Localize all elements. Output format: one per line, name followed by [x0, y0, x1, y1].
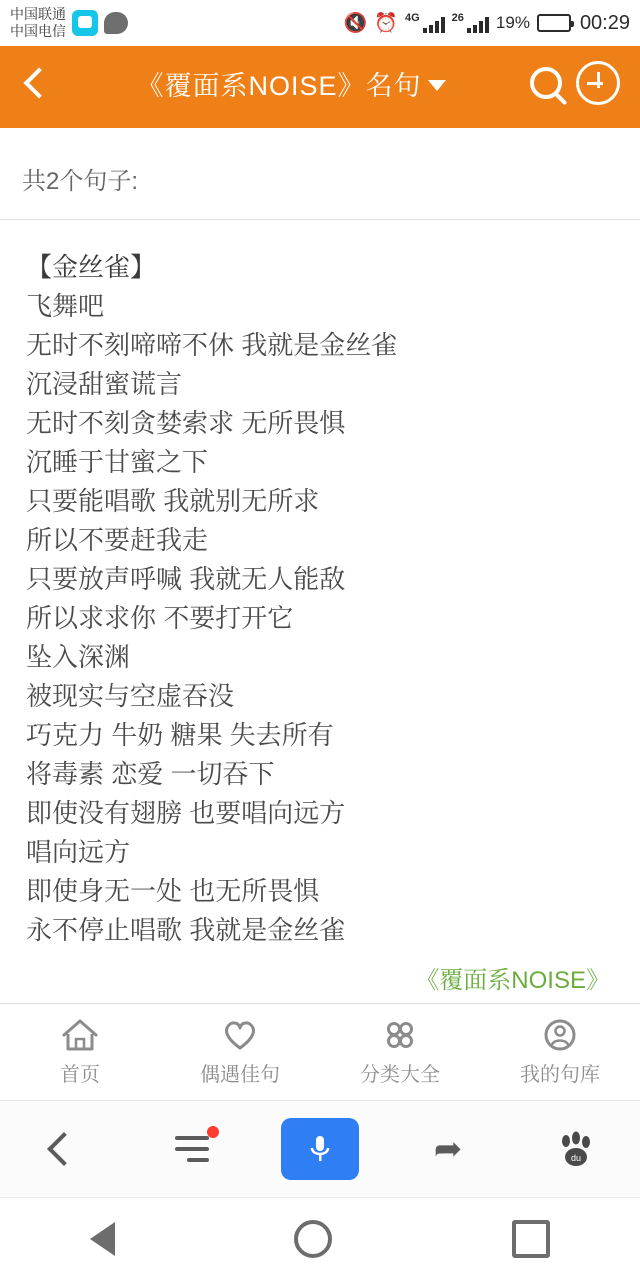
signal-icon-1: [405, 13, 445, 33]
home-icon: [60, 1018, 100, 1052]
status-clock: 00:29: [579, 11, 630, 34]
grid-icon: [380, 1018, 420, 1052]
lyrics-source[interactable]: 《覆面系NOISE》: [415, 967, 610, 994]
header-accent-strip: [0, 120, 640, 128]
browser-share-button[interactable]: [405, 1114, 491, 1184]
browser-menu-button[interactable]: [149, 1114, 235, 1184]
lyric-line: 永不停止唱歌 我就是金丝雀: [26, 915, 346, 945]
svg-text:du: du: [570, 1153, 582, 1163]
tab-home-label: 首页: [60, 1063, 100, 1086]
lyric-line: 巧克力 牛奶 糖果 失去所有: [26, 720, 334, 750]
lyrics-content[interactable]: [0, 220, 640, 1003]
bottom-tab-bar: [0, 1003, 640, 1100]
lyric-line: 唱向远方: [26, 837, 131, 867]
browser-toolbar: [0, 1100, 640, 1197]
lyric-line: 【金丝雀】: [26, 252, 157, 282]
tab-my-library-label: 我的句库: [520, 1063, 600, 1086]
carrier-1: 中国联通: [10, 6, 66, 22]
nav-back-icon[interactable]: [90, 1222, 115, 1256]
signal-bars-1: [423, 16, 445, 33]
lyric-line: 沉睡于甘蜜之下: [26, 447, 209, 477]
lyric-line: 即使没有翅膀 也要唱向远方: [26, 798, 346, 828]
mute-icon: 🔇: [343, 12, 368, 34]
page-title-text: 《覆面系NOISE》名句: [136, 70, 422, 101]
menu-icon: [175, 1136, 209, 1162]
browser-back-button[interactable]: [21, 1114, 107, 1184]
page-title[interactable]: [62, 64, 520, 103]
add-icon: [576, 61, 620, 105]
battery-icon: [537, 14, 571, 32]
lyric-line: 沉浸甜蜜谎言: [26, 369, 183, 399]
qq-icon: [72, 10, 98, 36]
voice-search-button[interactable]: [277, 1114, 363, 1184]
lyric-line: 坠入深渊: [26, 642, 131, 672]
back-chevron-icon: [47, 1132, 81, 1166]
lyric-line: 所以求求你 不要打开它: [26, 603, 294, 633]
lyric-line: 将毒素 恋爱 一切吞下: [26, 759, 275, 789]
sentence-count-label: 共2个句子:: [22, 168, 139, 195]
network-type-label-2: 26: [451, 12, 464, 24]
battery-percent: 19%: [495, 13, 530, 32]
chat-icon: [104, 12, 128, 34]
network-type-label-1: 4G: [404, 12, 420, 24]
heart-icon: [220, 1018, 260, 1052]
chevron-down-icon[interactable]: [428, 80, 446, 91]
add-button[interactable]: [572, 57, 624, 109]
lyric-line: 即使身无一处 也无所畏惧: [26, 876, 320, 906]
user-icon: [540, 1018, 580, 1052]
lyric-line: 所以不要赶我走: [26, 525, 209, 555]
tab-home[interactable]: [0, 1018, 160, 1087]
lyric-line: 只要能唱歌 我就别无所求: [26, 486, 320, 516]
tab-my-library[interactable]: [480, 1018, 640, 1087]
status-bar-notifications: [72, 10, 128, 36]
sentence-count-row: [0, 138, 640, 220]
lyric-line: 只要放声呼喊 我就无人能敌: [26, 564, 346, 594]
system-nav-bar: [0, 1197, 640, 1280]
tab-random[interactable]: [160, 1018, 320, 1087]
back-button[interactable]: [16, 60, 62, 106]
search-icon: [530, 67, 562, 99]
search-button[interactable]: [520, 57, 572, 109]
lyric-line: 被现实与空虚吞没: [26, 681, 235, 711]
signal-bars-2: [467, 16, 489, 33]
share-icon: ➦: [433, 1130, 463, 1168]
status-bar-right: [344, 12, 630, 35]
menu-badge-dot: [207, 1126, 219, 1138]
status-bar: [0, 0, 640, 46]
alarm-icon: ⏰: [374, 12, 398, 34]
microphone-icon: [281, 1118, 359, 1180]
lyric-line: 无时不刻贪婪索求 无所畏惧: [26, 408, 346, 438]
baidu-paw-icon: [555, 1128, 597, 1170]
lyric-line: 无时不刻啼啼不休 我就是金丝雀: [26, 330, 398, 360]
tab-categories-label: 分类大全: [360, 1063, 440, 1086]
lyric-line: 飞舞吧: [26, 291, 105, 321]
carrier-2: 中国电信: [10, 23, 66, 39]
carrier-labels: [10, 6, 66, 40]
signal-icon-2: [452, 13, 489, 33]
app-header: [0, 46, 640, 120]
tab-random-label: 偶遇佳句: [200, 1063, 280, 1086]
nav-recent-icon[interactable]: [512, 1220, 550, 1258]
header-gap: [0, 128, 640, 138]
nav-home-icon[interactable]: [294, 1220, 332, 1258]
tab-categories[interactable]: [320, 1018, 480, 1087]
baidu-home-button[interactable]: [533, 1114, 619, 1184]
status-bar-left: [10, 6, 128, 40]
